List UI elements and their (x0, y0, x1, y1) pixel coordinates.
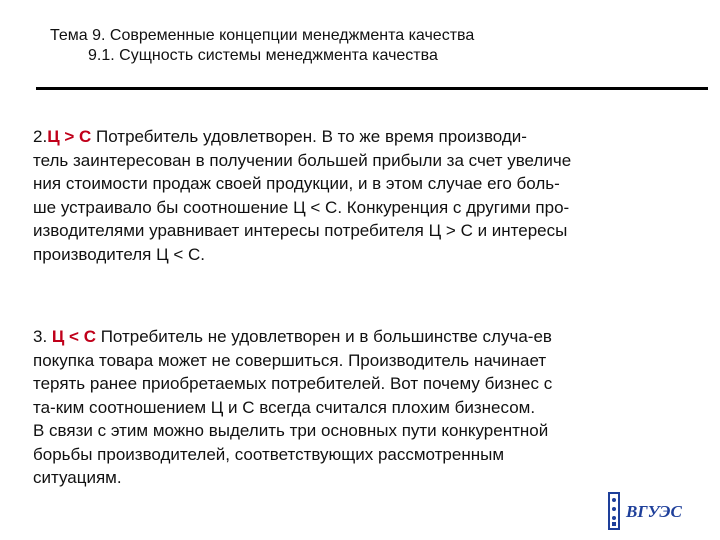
emblem-icon (608, 492, 620, 530)
case-3-relation: Ц < С (47, 327, 96, 346)
logo-text: ВГУЭС (626, 502, 682, 521)
case-3-text: Потребитель не удовлетворен и в большинстве случа-ев покупка товара может не совершиться. Производитель начинает терять ранее приобретаемых потребителей. Вот почему бизнес с та-ким соотношением Ц и С всегда считался плохим бизнесом. В связи с этим можно выделить три основных пути конкурентной борьбы производителей, соответствующих рассмотренным ситуациям. (33, 327, 553, 487)
university-logo (606, 490, 698, 532)
slide-subtitle: 9.1. Сущность системы менеджмента качества (88, 47, 438, 64)
case-2-number: 2. (33, 127, 48, 146)
slide-title: Тема 9. Современные концепции менеджмента качества (50, 27, 475, 44)
case-2-relation: Ц > С (47, 127, 92, 146)
case-3-number: 3. (33, 327, 48, 346)
paragraph-case-3 (33, 325, 683, 490)
case-2-text: Потребитель удовлетворен. В то же время производи- тель заинтересован в получении большей прибыли за счет увеличе ния стоимости продаж своей продукции, и в этом случае его боль- ше устраивало бы соотношение Ц < С. Конкуренция с другими про- изводителями уравнивает интересы потребителя Ц > С и интересы производителя Ц < С. (33, 127, 572, 264)
header-divider (36, 87, 708, 90)
paragraph-case-2 (33, 125, 683, 266)
